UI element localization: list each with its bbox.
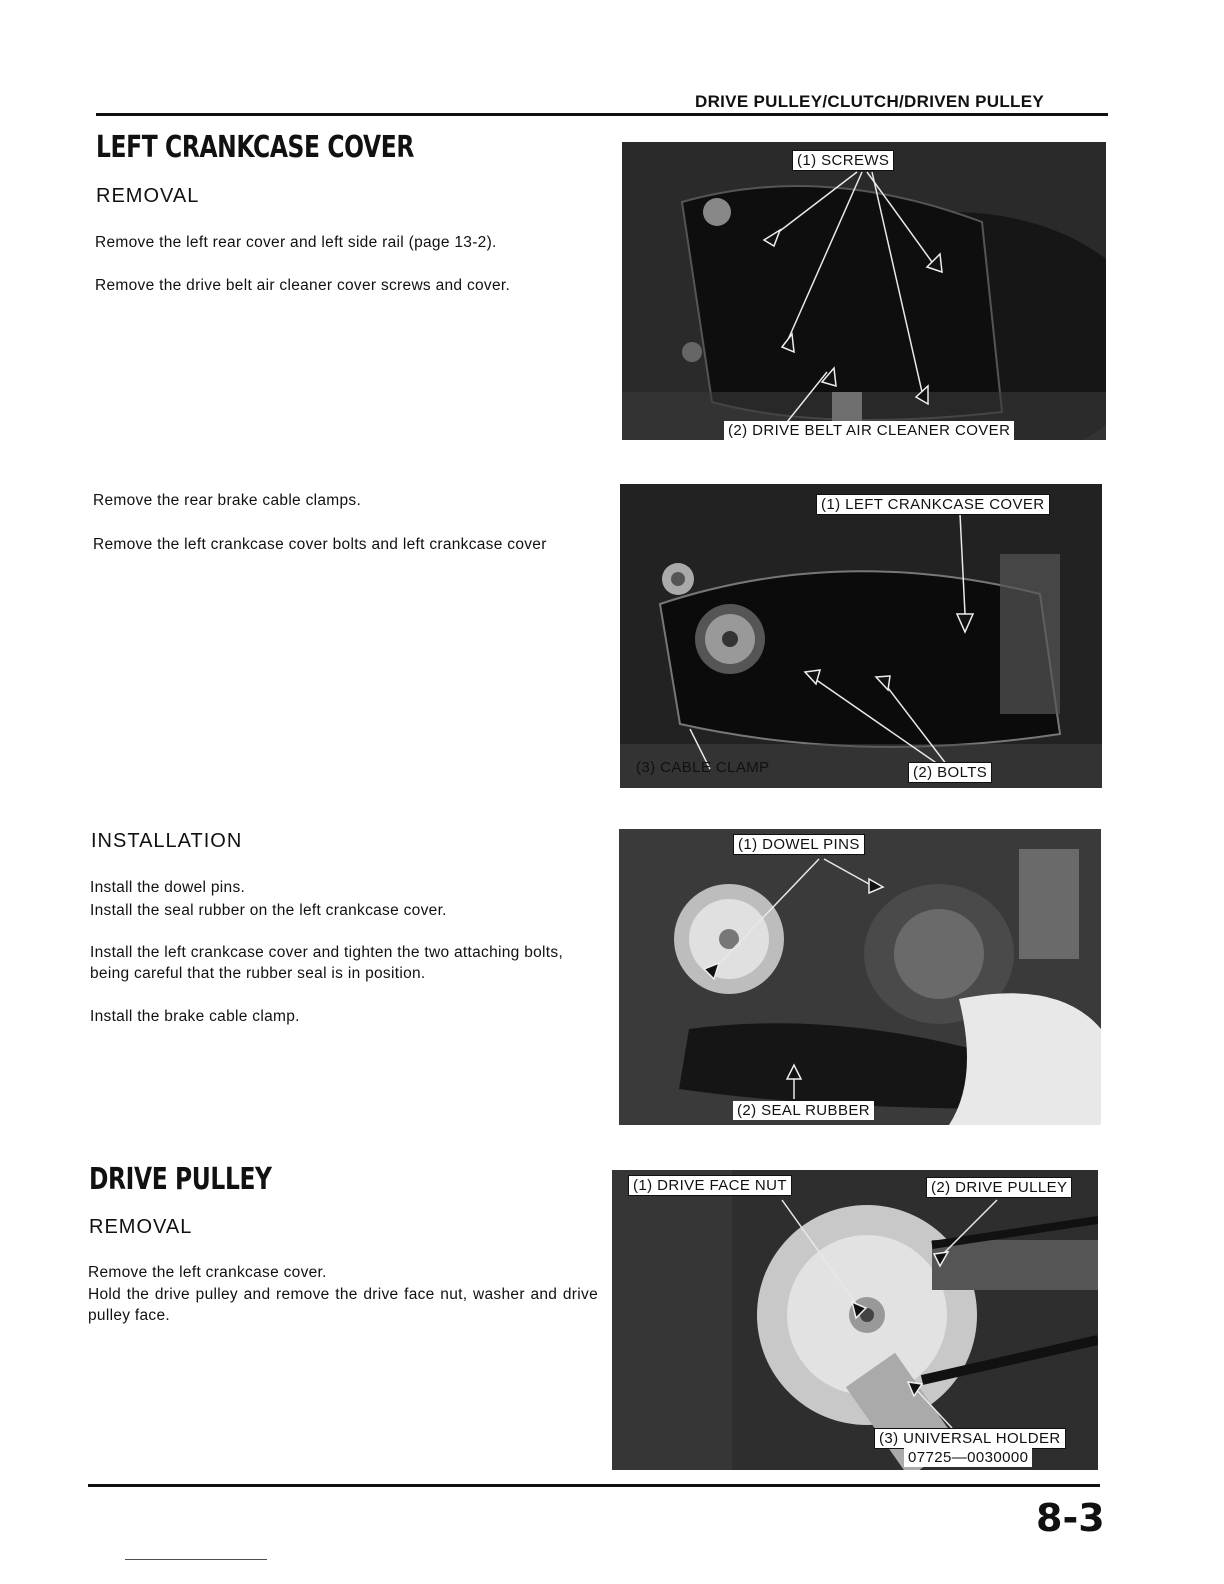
figure-label: (2) DRIVE PULLEY <box>926 1177 1072 1198</box>
running-header: DRIVE PULLEY/CLUTCH/DRIVEN PULLEY <box>695 92 1044 111</box>
footer-rule <box>88 1484 1100 1487</box>
removal-step-3: Remove the rear brake cable clamps. <box>93 492 362 509</box>
photo-illustration <box>619 829 1101 1125</box>
removal-step-2: Remove the drive belt air cleaner cover screws and cover. <box>95 277 511 294</box>
drive-pulley-removal-heading: REMOVAL <box>89 1216 193 1238</box>
photo-illustration <box>622 142 1106 440</box>
photo-drive-pulley <box>612 1170 1098 1470</box>
install-step-2: Install the seal rubber on the left crankcase cover. <box>90 902 447 919</box>
part-number: 07725—0030000 <box>904 1448 1032 1467</box>
drive-pulley-step-1: Remove the left crankcase cover. <box>88 1264 327 1281</box>
removal-step-1: Remove the left rear cover and left side rail (page 13-2). <box>95 234 497 251</box>
install-step-3: Install the left crankcase cover and tighten the two attaching bolts, being careful that the rubber seal is in position. <box>90 944 564 982</box>
figure-label: (3) CABLE CLAMP <box>636 759 770 776</box>
figure-label: (2) SEAL RUBBER <box>733 1101 874 1120</box>
photo-illustration <box>620 484 1102 788</box>
photo-left-crankcase-cover <box>620 484 1102 788</box>
drive-pulley-step-2: Hold the drive pulley and remove the drive face nut, washer and drive pulley face. <box>88 1286 598 1324</box>
figure-label: (1) LEFT CRANKCASE COVER <box>816 494 1050 515</box>
section-title-drive-pulley: DRIVE PULLEY <box>89 1162 272 1197</box>
figure-label: (2) DRIVE BELT AIR CLEANER COVER <box>724 421 1014 440</box>
header-rule <box>96 113 1108 116</box>
figure-label: (3) UNIVERSAL HOLDER <box>874 1428 1066 1449</box>
removal-step-4: Remove the left crankcase cover bolts and left crankcase cover <box>93 536 547 553</box>
install-step-4: Install the brake cable clamp. <box>90 1008 300 1025</box>
section-title-crankcase: LEFT CRANKCASE COVER <box>96 130 414 165</box>
install-step-1: Install the dowel pins. <box>90 879 246 896</box>
removal-heading: REMOVAL <box>96 185 200 207</box>
figure-label: (1) DOWEL PINS <box>733 834 865 855</box>
photo-air-cleaner-cover <box>622 142 1106 440</box>
figure-label: (2) BOLTS <box>908 762 992 783</box>
figure-label: (1) DRIVE FACE NUT <box>628 1175 792 1196</box>
installation-heading: INSTALLATION <box>91 830 243 852</box>
footer-link-line <box>125 1559 267 1560</box>
photo-illustration <box>612 1170 1098 1470</box>
page-number: 8-3 <box>1036 1496 1105 1540</box>
figure-label: (1) SCREWS <box>792 150 894 171</box>
photo-dowel-pins-seal <box>619 829 1101 1125</box>
